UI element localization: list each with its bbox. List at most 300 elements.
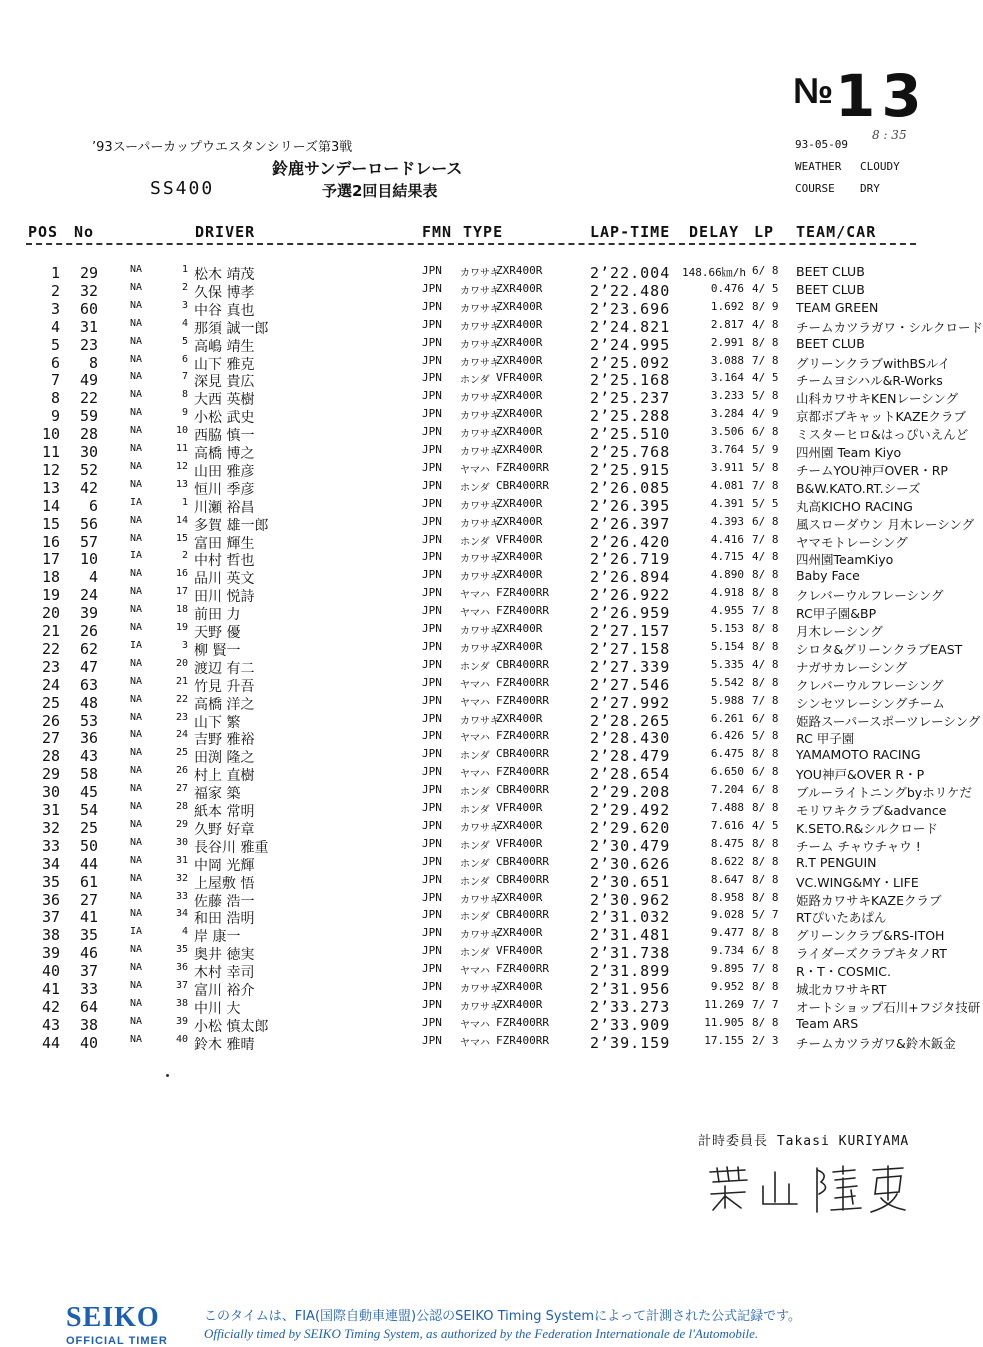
- result-driver: 田渕 隆之: [194, 750, 255, 767]
- result-make: ヤマハ: [460, 679, 490, 691]
- result-laps: 5/ 9: [752, 443, 779, 456]
- result-pos: 8: [50, 389, 60, 408]
- result-class-no: 40: [175, 1033, 188, 1045]
- result-type: ZXR400R: [496, 317, 543, 331]
- result-driver: 長谷川 雅重: [194, 839, 269, 856]
- result-laps: 5/ 7: [752, 908, 779, 922]
- result-fmn: NA: [130, 675, 143, 687]
- table-row: [0, 1016, 950, 1034]
- result-delay: 7.488: [710, 801, 744, 814]
- result-team: ブルーライトニングbyホリケだ: [796, 785, 972, 801]
- result-make: ヤマハ: [460, 464, 490, 476]
- result-fmn: NA: [130, 281, 143, 293]
- result-type: ZXR400R: [496, 514, 543, 528]
- result-class-no: 2: [181, 281, 188, 293]
- handwritten-signature-image: [705, 1160, 915, 1220]
- result-no: 43: [79, 747, 98, 766]
- table-row: [0, 300, 950, 318]
- result-class-no: 4: [181, 926, 188, 938]
- table-row: [0, 533, 950, 551]
- result-make: カワサキ: [460, 339, 500, 351]
- result-team: 丸高KICHO RACING: [796, 498, 913, 514]
- result-type: CBR400RR: [496, 854, 549, 868]
- result-team: Baby Face: [796, 568, 860, 584]
- result-laptime: 2’31.899: [590, 962, 671, 981]
- result-make: カワサキ: [460, 447, 500, 458]
- result-fmn: NA: [130, 711, 143, 723]
- result-make: ホンダ: [460, 840, 490, 852]
- result-no: 30: [79, 443, 98, 461]
- result-no: 59: [79, 407, 98, 426]
- result-type: FZR400RR: [496, 460, 549, 474]
- result-pos: 37: [41, 908, 60, 927]
- result-laptime: 2’26.894: [590, 568, 671, 587]
- result-laps: 4/ 5: [752, 371, 779, 385]
- result-laptime: 2’26.719: [590, 550, 671, 569]
- result-laps: 6/ 8: [752, 264, 779, 277]
- result-fmn: NA: [130, 443, 143, 454]
- result-class-no: 20: [175, 657, 188, 669]
- table-row: [0, 568, 950, 586]
- result-laptime: 2’29.492: [590, 801, 671, 819]
- result-class-no: 26: [175, 765, 188, 777]
- result-nationality: JPN: [422, 944, 442, 958]
- result-laps: 7/ 8: [752, 353, 779, 367]
- result-driver: 那須 誠一郎: [194, 320, 269, 337]
- table-row: [0, 711, 981, 731]
- result-laptime: 2’24.821: [590, 317, 671, 336]
- result-type: FZR400RR: [496, 962, 549, 976]
- result-laptime: 2’26.395: [590, 496, 671, 515]
- result-type: ZXR400R: [496, 997, 543, 1011]
- result-delay: 9.028: [710, 908, 744, 922]
- table-row: [0, 1033, 956, 1053]
- result-driver: 品川 英文: [194, 571, 255, 588]
- result-no: 35: [79, 926, 98, 945]
- result-no: 54: [79, 801, 98, 819]
- session-subtitle: 予選2回目結果表: [322, 182, 438, 200]
- result-nationality: JPN: [422, 890, 442, 904]
- result-no: 49: [79, 371, 98, 390]
- result-laps: 4/ 8: [752, 657, 779, 671]
- result-delay: 9.952: [710, 980, 744, 993]
- result-nationality: JPN: [422, 908, 442, 922]
- result-laptime: 2’28.430: [590, 729, 671, 748]
- result-class-no: 30: [175, 836, 188, 848]
- result-type: ZXR400R: [496, 926, 543, 940]
- result-driver: 鈴木 雅晴: [194, 1036, 255, 1053]
- result-make: ホンダ: [460, 787, 490, 799]
- table-row: [0, 962, 950, 980]
- result-type: ZXR400R: [496, 550, 543, 564]
- result-class-no: 1: [181, 264, 188, 275]
- result-fmn: NA: [130, 389, 143, 401]
- result-pos: 21: [41, 622, 60, 640]
- result-make: カワサキ: [460, 984, 500, 995]
- result-team: チームヨシハル&R-Works: [796, 373, 943, 389]
- result-type: FZR400RR: [496, 729, 549, 743]
- result-make: ヤマハ: [460, 1019, 490, 1031]
- result-type: VFR400R: [496, 836, 543, 850]
- result-make: ホンダ: [460, 805, 490, 816]
- result-nationality: JPN: [422, 604, 442, 618]
- table-row: [0, 926, 950, 944]
- result-type: VFR400R: [496, 371, 543, 385]
- result-delay: 5.154: [710, 639, 744, 653]
- result-laptime: 2’30.962: [590, 890, 671, 909]
- result-team: TEAM GREEN: [796, 299, 879, 315]
- result-laptime: 2’28.479: [590, 747, 671, 766]
- result-no: 46: [79, 944, 98, 963]
- result-pos: 17: [41, 550, 60, 569]
- result-pos: 43: [41, 1015, 60, 1034]
- result-driver: 竹見 升吾: [194, 678, 255, 695]
- result-make: ホンダ: [460, 661, 490, 673]
- table-row: [0, 282, 950, 300]
- result-delay: 4.391: [710, 496, 744, 510]
- result-pos: 24: [41, 675, 60, 694]
- result-nationality: JPN: [422, 443, 442, 456]
- handwritten-time: 8 : 35: [872, 128, 907, 142]
- result-type: ZXR400R: [496, 568, 543, 582]
- result-pos: 22: [41, 639, 60, 658]
- result-laptime: 2’26.420: [590, 532, 671, 551]
- result-team: 山科カワサキKENレーシング: [796, 391, 959, 407]
- result-type: CBR400RR: [496, 872, 549, 886]
- result-driver: 柳 賢一: [194, 642, 241, 659]
- table-row: [0, 479, 950, 497]
- result-laps: 8/ 8: [752, 980, 779, 993]
- result-fmn: IA: [130, 926, 143, 938]
- result-delay: 17.155: [704, 1033, 744, 1047]
- result-pos: 13: [41, 478, 60, 497]
- date: 93-05-09: [795, 138, 848, 151]
- result-fmn: NA: [130, 514, 143, 526]
- result-team: YOU神戸&OVER R・P: [796, 767, 925, 783]
- result-delay: 6.650: [710, 765, 744, 779]
- result-laptime: 2’28.654: [590, 765, 671, 784]
- result-laptime: 2’27.339: [590, 657, 671, 676]
- result-delay: 8.647: [710, 872, 744, 886]
- result-type: ZXR400R: [496, 818, 543, 832]
- result-no: 22: [79, 389, 98, 408]
- result-fmn: NA: [130, 657, 143, 669]
- result-driver: 吉野 雅裕: [194, 732, 255, 749]
- result-fmn: NA: [130, 693, 143, 705]
- result-make: カワサキ: [460, 357, 500, 369]
- result-pos: 9: [50, 407, 60, 426]
- stray-mark: [166, 1074, 169, 1077]
- result-delay: 11.905: [704, 1015, 744, 1029]
- result-laptime: 2’29.208: [590, 783, 671, 802]
- result-laptime: 2’27.157: [590, 622, 671, 640]
- result-no: 27: [79, 890, 98, 909]
- table-row: [0, 389, 959, 409]
- timekeeper-title: 計時委員長 Takasi KURIYAMA: [698, 1134, 910, 1149]
- table-row: [0, 837, 950, 855]
- result-pos: 1: [50, 264, 60, 282]
- result-team: K.SETO.R&シルクロード: [796, 820, 938, 836]
- col-fmn: FMN: [422, 223, 453, 241]
- result-team: ヤマモトレーシング: [796, 534, 908, 550]
- table-row: [0, 443, 950, 461]
- result-no: 32: [79, 281, 98, 300]
- result-fmn: NA: [130, 908, 143, 920]
- result-class-no: 3: [181, 639, 188, 651]
- result-no: 62: [79, 639, 98, 658]
- result-pos: 41: [41, 980, 60, 998]
- result-laps: 6/ 8: [752, 765, 779, 779]
- result-driver: 川瀬 裕昌: [194, 499, 255, 516]
- result-laptime: 2’26.085: [590, 478, 671, 497]
- table-row: [0, 425, 969, 445]
- result-class-no: 8: [181, 389, 188, 401]
- result-driver: 中村 哲也: [194, 553, 255, 570]
- result-delay: 9.734: [710, 944, 744, 958]
- result-pos: 20: [41, 604, 60, 623]
- result-laps: 8/ 8: [752, 926, 779, 940]
- result-driver: 久野 好章: [194, 821, 255, 838]
- seiko-logo: SEIKO: [66, 1302, 160, 1333]
- result-make: ヤマハ: [460, 1037, 490, 1049]
- result-no: 36: [79, 729, 98, 748]
- result-nationality: JPN: [422, 783, 442, 797]
- result-pos: 6: [50, 353, 60, 372]
- result-delay: 4.715: [710, 550, 744, 564]
- result-make: カワサキ: [460, 303, 500, 315]
- result-laps: 6/ 8: [752, 711, 779, 725]
- result-class-no: 35: [175, 944, 188, 956]
- result-pos: 36: [41, 890, 60, 909]
- result-driver: 天野 優: [194, 625, 241, 641]
- result-team: クレバーウルフレーシング: [796, 677, 944, 693]
- weather-label: WEATHER: [795, 160, 842, 173]
- result-delay: 8.622: [710, 854, 744, 868]
- table-row: [0, 371, 950, 389]
- result-nationality: JPN: [422, 765, 442, 779]
- result-no: 39: [79, 604, 98, 623]
- result-make: ホンダ: [460, 948, 490, 960]
- weather-value: CLOUDY: [860, 160, 900, 173]
- result-delay: 3.911: [710, 460, 744, 474]
- result-delay: 2.817: [710, 317, 744, 331]
- result-delay: 4.890: [710, 568, 744, 582]
- result-no: 56: [79, 514, 98, 533]
- result-delay: 8.475: [710, 836, 744, 850]
- result-delay: 3.506: [710, 425, 744, 439]
- result-laps: 8/ 8: [752, 335, 779, 349]
- col-lp: LP: [754, 223, 775, 241]
- result-driver: 山下 繁: [194, 714, 241, 731]
- result-driver: 田川 悦詩: [194, 589, 255, 606]
- result-nationality: JPN: [422, 729, 442, 743]
- result-laps: 8/ 8: [752, 1015, 779, 1029]
- result-nationality: JPN: [422, 872, 442, 886]
- result-type: ZXR400R: [496, 407, 543, 421]
- result-no: 42: [79, 478, 98, 497]
- result-laps: 6/ 8: [752, 783, 779, 797]
- result-team: ミスターヒロ&はっぴいえんど: [796, 427, 969, 443]
- result-delay: 3.164: [710, 371, 744, 385]
- result-delay: 3.088: [710, 353, 744, 367]
- result-no: 38: [79, 1015, 98, 1034]
- result-laptime: 2’24.995: [590, 335, 671, 354]
- result-delay: 5.335: [710, 657, 744, 671]
- result-type: ZXR400R: [496, 425, 543, 439]
- result-type: FZR400RR: [496, 604, 549, 618]
- result-no: 53: [79, 711, 98, 730]
- result-laps: 7/ 7: [752, 997, 779, 1011]
- result-no: 61: [79, 872, 98, 891]
- result-pos: 16: [41, 532, 60, 551]
- result-pos: 34: [41, 854, 60, 873]
- result-class-no: 15: [175, 532, 188, 544]
- result-pos: 11: [41, 443, 60, 461]
- col-laptime: LAP-TIME: [590, 223, 671, 241]
- result-make: ホンダ: [460, 482, 490, 494]
- result-fmn: NA: [130, 586, 143, 598]
- result-make: ホンダ: [460, 876, 490, 888]
- table-row: [0, 264, 950, 282]
- result-no: 41: [79, 908, 98, 927]
- col-pos: POS: [28, 223, 59, 241]
- result-team: YAMAMOTO RACING: [796, 747, 921, 763]
- result-delay: 4.918: [710, 586, 744, 600]
- result-no: 26: [79, 622, 98, 640]
- result-laptime: 2’25.237: [590, 389, 671, 408]
- result-nationality: JPN: [422, 747, 442, 761]
- result-laptime: 2’27.992: [590, 693, 671, 712]
- result-laptime: 2’28.265: [590, 711, 671, 730]
- result-team: チームカツラガワ・シルクロード: [796, 319, 983, 335]
- result-pos: 27: [41, 729, 60, 748]
- result-laps: 7/ 8: [752, 532, 779, 546]
- result-laps: 8/ 9: [752, 299, 779, 313]
- result-pos: 19: [41, 586, 60, 605]
- result-delay: 11.269: [704, 997, 744, 1011]
- result-laptime: 2’25.915: [590, 460, 671, 479]
- result-driver: 佐藤 浩一: [194, 893, 255, 910]
- result-laps: 7/ 8: [752, 962, 779, 976]
- result-driver: 久保 博孝: [194, 284, 255, 301]
- result-class-no: 18: [175, 604, 188, 616]
- result-type: ZXR400R: [496, 335, 543, 349]
- result-make: ホンダ: [460, 536, 490, 548]
- result-no: 37: [79, 962, 98, 981]
- result-nationality: JPN: [422, 926, 442, 940]
- result-class-no: 7: [181, 371, 188, 383]
- result-nationality: JPN: [422, 818, 442, 832]
- result-delay: 8.958: [710, 890, 744, 904]
- result-team: 京都ボブキャットKAZEクラブ: [796, 409, 966, 425]
- result-team: RC 甲子園: [796, 731, 855, 747]
- table-row: [0, 694, 950, 712]
- result-team: ナガサカレーシング: [796, 659, 908, 675]
- result-make: カワサキ: [460, 393, 500, 405]
- result-make: カワサキ: [460, 894, 500, 906]
- result-class-no: 25: [175, 747, 188, 759]
- result-laps: 8/ 8: [752, 675, 779, 689]
- result-pos: 25: [41, 693, 60, 712]
- result-laptime: 2’22.480: [590, 281, 671, 300]
- result-driver: 山田 雅彦: [194, 463, 255, 480]
- result-laptime: 2’25.768: [590, 443, 671, 461]
- result-team: グリーンクラブ&RS-ITOH: [796, 928, 945, 944]
- result-no: 31: [79, 317, 98, 336]
- result-team: B&W.KATO.RT.シーズ: [796, 480, 921, 496]
- result-laptime: 2’29.620: [590, 818, 671, 837]
- result-fmn: NA: [130, 1015, 143, 1027]
- result-type: VFR400R: [496, 944, 543, 958]
- result-type: ZXR400R: [496, 980, 543, 993]
- result-laps: 8/ 8: [752, 747, 779, 761]
- table-row: [0, 317, 983, 337]
- result-delay: 9.477: [710, 926, 744, 940]
- result-class-no: 39: [175, 1015, 188, 1027]
- result-fmn: NA: [130, 335, 143, 347]
- result-nationality: JPN: [422, 532, 442, 546]
- result-class-no: 37: [175, 980, 188, 991]
- result-type: VFR400R: [496, 801, 543, 814]
- result-make: ヤマハ: [460, 966, 490, 978]
- result-driver: 木村 幸司: [194, 965, 255, 982]
- result-nationality: JPN: [422, 550, 442, 564]
- result-type: VFR400R: [496, 532, 543, 546]
- result-pos: 31: [41, 801, 60, 819]
- result-delay: 3.284: [710, 407, 744, 421]
- table-row: [0, 980, 950, 998]
- result-class-no: 21: [175, 675, 188, 687]
- result-laps: 6/ 8: [752, 514, 779, 528]
- result-nationality: JPN: [422, 1015, 442, 1029]
- result-pos: 35: [41, 872, 60, 891]
- result-driver: 和田 浩明: [194, 911, 255, 928]
- result-nationality: JPN: [422, 317, 442, 331]
- result-delay: 2.991: [710, 335, 744, 349]
- result-make: カワサキ: [460, 1001, 500, 1013]
- result-type: ZXR400R: [496, 890, 543, 904]
- result-type: CBR400RR: [496, 783, 549, 797]
- result-driver: 山下 雅克: [194, 356, 255, 373]
- result-driver: 高橋 博之: [194, 446, 255, 462]
- result-pos: 10: [41, 425, 60, 444]
- result-laps: 8/ 8: [752, 854, 779, 868]
- result-team: 姫路スーパースポーツレーシング: [796, 713, 981, 729]
- timing-note-en: Officially timed by SEIKO Timing System, as authorized by the Federation Internationale de l'Automobile.: [204, 1326, 759, 1341]
- result-driver: 恒川 季彦: [194, 481, 255, 498]
- result-laps: 8/ 8: [752, 586, 779, 600]
- result-nationality: JPN: [422, 693, 442, 707]
- result-type: ZXR400R: [496, 299, 543, 313]
- result-pos: 4: [50, 317, 60, 336]
- result-fmn: NA: [130, 836, 143, 848]
- result-fmn: NA: [130, 801, 143, 812]
- result-laps: 4/ 5: [752, 818, 779, 832]
- result-delay: 3.233: [710, 389, 744, 403]
- result-team: Team ARS: [796, 1015, 859, 1031]
- result-nationality: JPN: [422, 675, 442, 689]
- result-team: RC甲子園&BP: [796, 606, 877, 622]
- result-nationality: JPN: [422, 586, 442, 600]
- result-driver: 村上 直樹: [194, 768, 255, 785]
- result-fmn: NA: [130, 818, 143, 830]
- result-no: 63: [79, 675, 98, 694]
- table-row: [0, 765, 950, 783]
- result-fmn: NA: [130, 264, 143, 275]
- result-laps: 6/ 8: [752, 425, 779, 439]
- result-delay: 4.955: [710, 604, 744, 618]
- result-pos: 14: [41, 496, 60, 515]
